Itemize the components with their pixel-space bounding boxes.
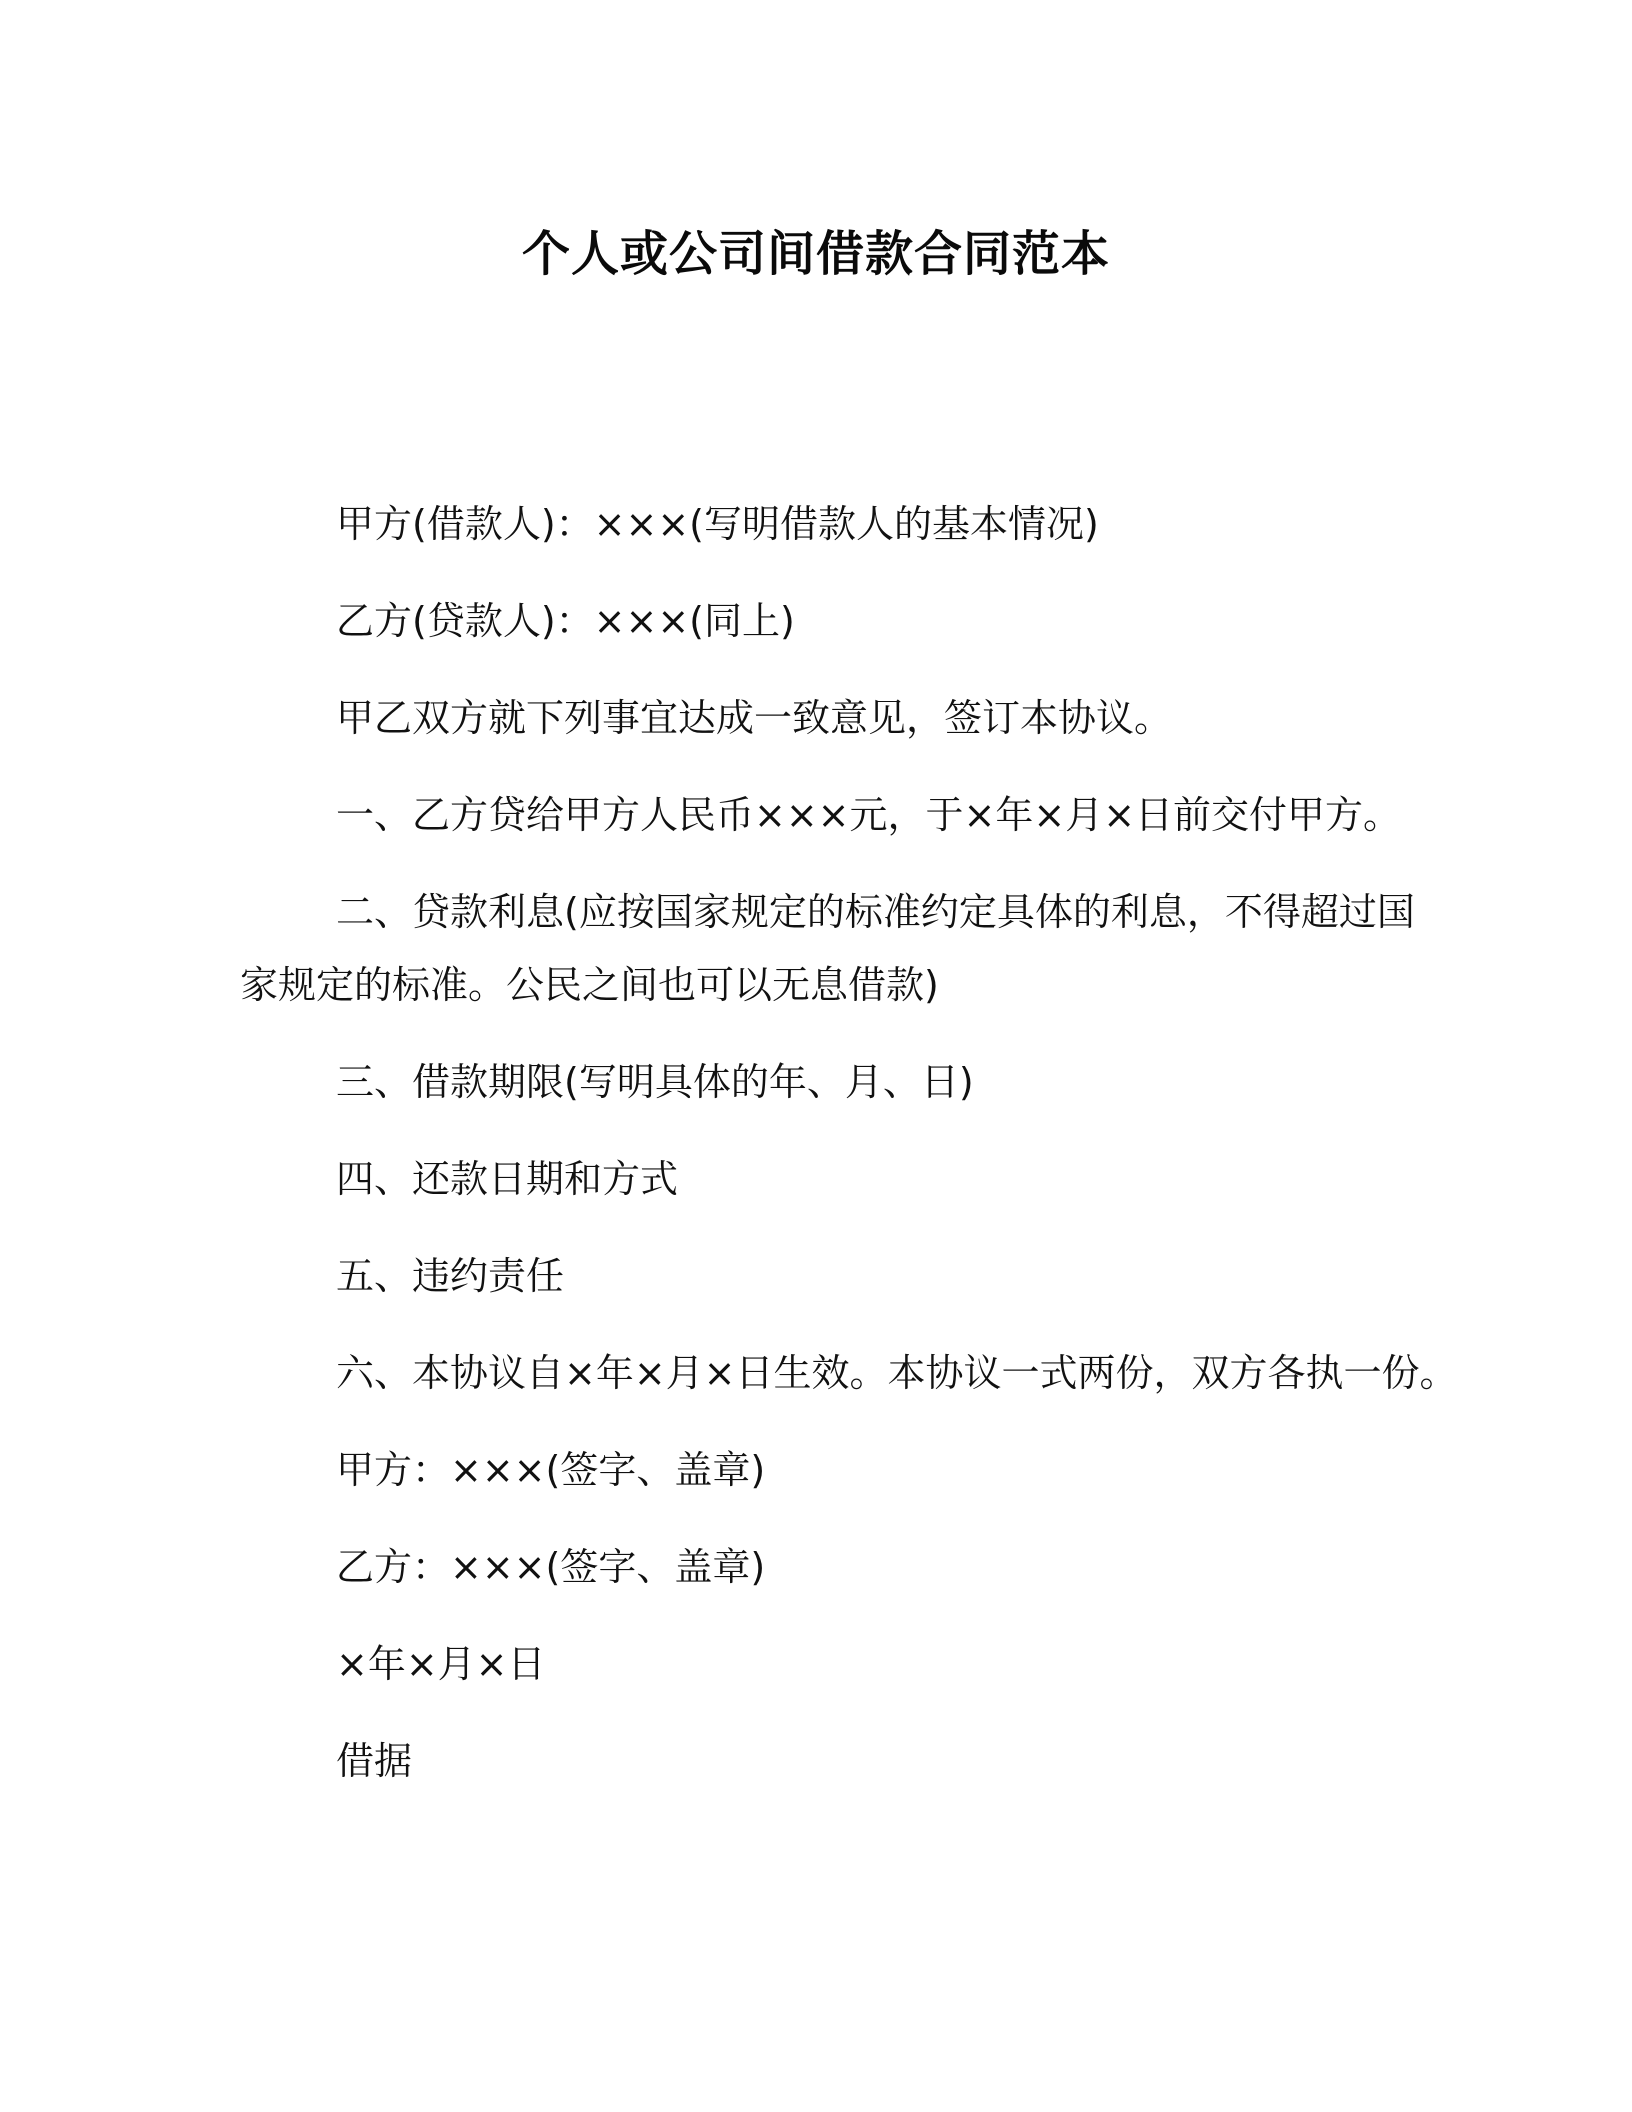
paragraph-party-b: 乙方(贷款人)：×××(同上) [336,599,795,643]
paragraph-clause-1: 一、乙方贷给甲方人民币×××元，于×年×月×日前交付甲方。 [336,793,1402,837]
paragraph-agreement-intro: 甲乙双方就下列事宜达成一致意见，签订本协议。 [336,696,1173,740]
paragraph-clause-2: 二、贷款利息(应按国家规定的标准约定具体的利息，不得超过国家规定的标准。公民之间也可以无息借款) [240,890,1415,1007]
section-heading-receipt: 借据 [336,1739,413,1783]
document-title: 个人或公司间借款合同范本 [521,226,1110,282]
paragraph-party-a: 甲方(借款人)：×××(写明借款人的基本情况) [336,502,1099,546]
signature-date: ×年×月×日 [336,1642,546,1686]
document-body [240,488,1458,1822]
signature-party-b: 乙方：×××(签字、盖章) [336,1545,766,1589]
paragraph-clause-3: 三、借款期限(写明具体的年、月、日) [336,1060,974,1104]
paragraph-clause-4: 四、还款日期和方式 [336,1157,679,1201]
paragraph-clause-5: 五、违约责任 [336,1254,565,1298]
paragraph-clause-6: 六、本协议自×年×月×日生效。本协议一式两份，双方各执一份。 [336,1351,1458,1395]
signature-party-a: 甲方：×××(签字、盖章) [336,1448,766,1492]
